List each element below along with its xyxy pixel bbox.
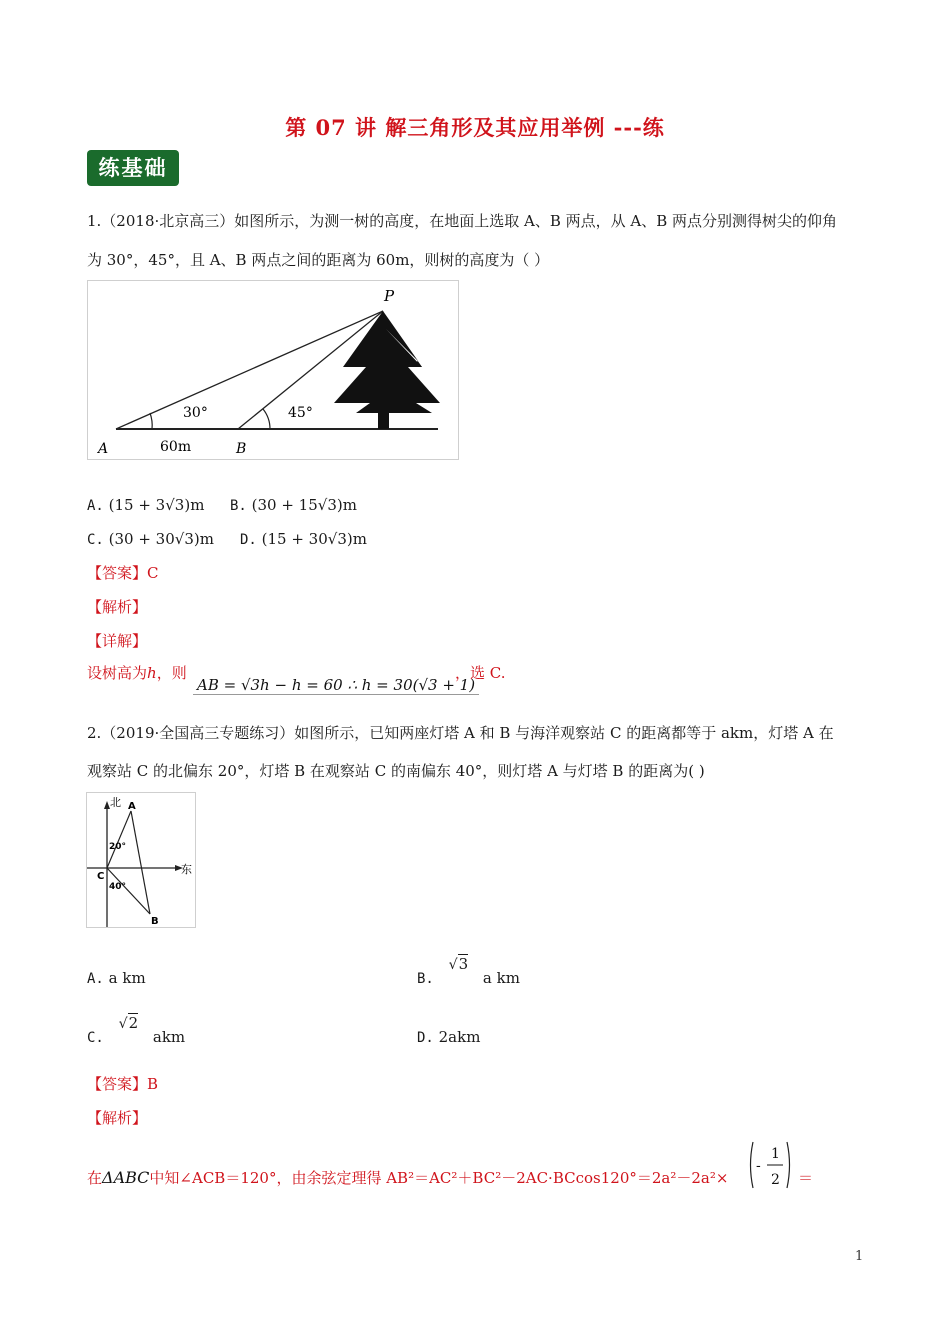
option-unit: m xyxy=(190,496,205,514)
page-number: 1 xyxy=(855,1249,864,1264)
option-letter: D. xyxy=(417,1030,434,1046)
segment-ca xyxy=(107,811,131,868)
left-paren xyxy=(751,1142,754,1188)
q1-analysis-label: 【解析】 xyxy=(87,598,148,616)
option-unit: m xyxy=(199,530,214,548)
label-b: B xyxy=(236,441,247,457)
option-value: akm xyxy=(152,1028,186,1046)
q2-lighthouse-diagram xyxy=(87,793,195,927)
option-letter: C. xyxy=(87,1030,104,1046)
label-a: A xyxy=(128,801,136,812)
option-letter: C. xyxy=(87,532,104,548)
option-letter: D. xyxy=(240,532,257,548)
q1-solution-formula: AB = √3h − h = 60 ∴ h = 30(√3 + 1) xyxy=(193,676,479,695)
fraction-paren-group xyxy=(747,1140,793,1190)
solution-prefix: 在 xyxy=(87,1169,103,1187)
label-p: P xyxy=(384,287,395,305)
option-letter: A. xyxy=(87,971,104,987)
q2-stem-line2: 观察站 C 的北偏东 20°，灯塔 B 在观察站 C 的南偏东 40°，则灯塔 A 与灯塔 B 的距离为( ) xyxy=(87,762,705,780)
north-label: 北 xyxy=(110,796,121,809)
q2-solution xyxy=(87,1167,728,1189)
q1-option-c[interactable] xyxy=(87,530,214,548)
option-unit: m xyxy=(352,530,367,548)
label-b: B xyxy=(151,916,159,927)
option-letter: B. xyxy=(417,971,434,987)
option-unit: m xyxy=(342,496,357,514)
east-label: 东 xyxy=(181,863,192,876)
fraction-denominator: 2 xyxy=(771,1172,780,1188)
angle-arc-a xyxy=(150,413,152,429)
sqrt-radicand: 3 xyxy=(458,955,469,973)
fraction-numerator: 1 xyxy=(771,1146,780,1162)
q1-option-a[interactable] xyxy=(87,496,204,514)
section-badge: 练基础 xyxy=(87,150,179,186)
distance-label: 60m xyxy=(160,439,192,455)
q2-lighthouse-figure xyxy=(86,792,196,928)
option-value: (15 + 3√3) xyxy=(108,496,191,514)
sightline-a xyxy=(116,311,383,429)
option-value: (30 + 15√3) xyxy=(251,496,343,514)
q2-option-a[interactable] xyxy=(87,969,146,987)
right-paren xyxy=(787,1142,790,1188)
q2-option-c[interactable]: C. √2 akm xyxy=(87,1014,186,1046)
q1-option-d[interactable] xyxy=(240,530,367,548)
fraction-sign: - xyxy=(756,1158,761,1174)
solution-var: h xyxy=(147,664,157,682)
option-letter: A. xyxy=(87,498,104,514)
option-value: 2akm xyxy=(438,1028,481,1046)
q1-stem-line1: 1.（2018·北京高三）如图所示，为测一树的高度，在地面上选取 A、B 两点，从 A、B 两点分别测得树尖的仰角 xyxy=(87,212,838,230)
q1-option-b[interactable] xyxy=(230,496,357,514)
sqrt-radicand: 2 xyxy=(128,1014,139,1032)
q2-option-b[interactable]: B. √3 a km xyxy=(417,955,520,987)
q2-option-d[interactable] xyxy=(417,1028,480,1046)
option-value: a km xyxy=(108,969,146,987)
q2-fraction xyxy=(747,1140,793,1190)
solution-triangle: ΔABC xyxy=(102,1168,150,1187)
option-value: (15 + 30√3) xyxy=(261,530,353,548)
q1-solution xyxy=(87,662,187,684)
label-c: C xyxy=(97,871,105,882)
solution-then: ，则 xyxy=(156,664,187,682)
angle-label-45: 45° xyxy=(288,405,313,421)
segment-ab xyxy=(131,811,150,914)
solution-body: 中知∠ACB＝120°，由余弦定理得 AB²＝AC²＋BC²－2AC·BCcos120°＝2a²－2a²× xyxy=(149,1169,729,1187)
q1-stem-line2: 为 30°，45°，且 A、B 两点之间的距离为 60m，则树的高度为（ ） xyxy=(87,251,550,269)
q1-detail-label: 【详解】 xyxy=(87,632,148,650)
q2-answer: 【答案】B xyxy=(87,1075,159,1093)
q1-answer: 【答案】C xyxy=(87,564,159,582)
q2-analysis-label: 【解析】 xyxy=(87,1109,148,1127)
page-title: 第 07 讲 解三角形及其应用举例 ---练 xyxy=(285,115,665,140)
angle-label-20: 20° xyxy=(109,842,127,852)
angle-arc-b xyxy=(263,409,270,429)
q2-solution-end: ＝ xyxy=(798,1169,814,1187)
option-value: (30 + 30√3) xyxy=(108,530,200,548)
option-value: a km xyxy=(482,969,520,987)
angle-label-40: 40° xyxy=(109,882,127,892)
option-letter: B. xyxy=(230,498,247,514)
angle-label-30: 30° xyxy=(183,405,208,421)
q1-solution-suffix: ，选 C. xyxy=(455,664,506,682)
label-a: A xyxy=(98,441,109,457)
q1-tree-diagram xyxy=(88,281,458,459)
q1-tree-figure xyxy=(87,280,459,460)
tree-icon xyxy=(334,311,440,429)
q2-stem-line1: 2.（2019·全国高三专题练习）如图所示，已知两座灯塔 A 和 B 与海洋观察站 C 的距离都等于 akm，灯塔 A 在 xyxy=(87,724,834,742)
solution-prefix: 设树高为 xyxy=(87,664,148,682)
